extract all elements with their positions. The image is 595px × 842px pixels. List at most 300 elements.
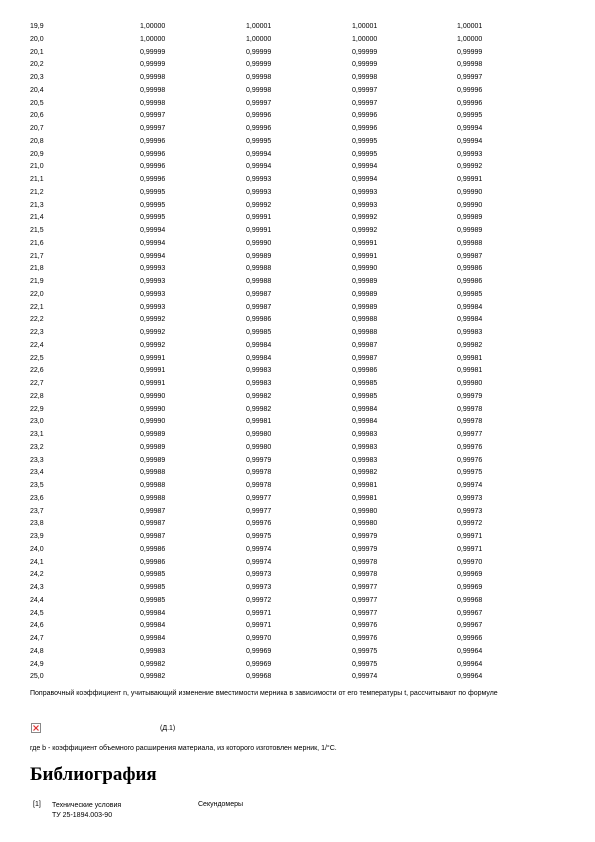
- coefficient-cell: 0,99981: [457, 367, 483, 375]
- table-row: [30, 646, 550, 659]
- temperature-cell: 22,8: [30, 392, 44, 400]
- coefficient-cell: 0,99975: [352, 660, 378, 668]
- temperature-cell: 24,4: [30, 596, 44, 604]
- coefficient-cell: 0,99974: [457, 482, 483, 489]
- coefficient-cell: 0,99976: [246, 520, 272, 528]
- coefficient-cell: 0,99988: [246, 278, 272, 285]
- coefficient-cell: 0,99978: [457, 405, 483, 413]
- coefficient-cell: 0,99978: [246, 482, 272, 489]
- coefficient-cell: 0,99983: [457, 329, 483, 336]
- coefficient-cell: 0,99969: [457, 584, 483, 591]
- coefficient-cell: 0,99991: [457, 176, 483, 183]
- coefficient-cell: 0,99992: [140, 341, 166, 349]
- table-row: [30, 569, 550, 582]
- coefficient-cell: 0,99998: [140, 74, 166, 81]
- table-row: [30, 21, 550, 34]
- coefficient-cell: 0,99992: [246, 201, 272, 209]
- temperature-cell: 22,4: [30, 341, 44, 349]
- coefficient-cell: 0,99990: [246, 239, 272, 247]
- coefficient-cell: 0,99998: [246, 86, 272, 94]
- temperature-cell: 21,9: [30, 278, 44, 285]
- table-row: [30, 85, 550, 98]
- coefficient-cell: 0,99986: [246, 316, 272, 324]
- coefficient-cell: 0,99993: [352, 188, 378, 196]
- coefficient-cell: 0,99989: [140, 431, 166, 438]
- coefficient-cell: 0,99987: [140, 520, 166, 528]
- coefficient-cell: 0,99999: [140, 61, 166, 69]
- table-row: [30, 659, 550, 672]
- coefficient-cell: 0,99973: [457, 494, 483, 502]
- coefficient-cell: 0,99978: [246, 469, 272, 477]
- coefficient-cell: 0,99985: [140, 584, 166, 591]
- coefficient-cell: 0,99976: [457, 443, 483, 451]
- coefficient-cell: 1,00000: [140, 35, 166, 43]
- temperature-cell: 25,0: [30, 673, 44, 681]
- temperature-cell: 21,3: [30, 201, 44, 209]
- coefficient-cell: 0,99992: [457, 163, 483, 171]
- coefficient-cell: 0,99978: [352, 571, 378, 579]
- table-row: [30, 404, 550, 417]
- coefficient-cell: 0,99974: [246, 545, 272, 553]
- temperature-cell: 23,3: [30, 456, 44, 464]
- table-row: [30, 353, 550, 366]
- coefficient-cell: 0,99989: [352, 290, 378, 298]
- temperature-cell: 20,0: [30, 35, 44, 43]
- coefficient-cell: 0,99975: [457, 469, 483, 477]
- temperature-cell: 23,5: [30, 482, 44, 489]
- coefficient-cell: 0,99996: [352, 125, 378, 132]
- table-row: [30, 200, 550, 213]
- coefficient-cell: 0,99992: [352, 214, 378, 222]
- coefficient-cell: 0,99989: [457, 227, 483, 234]
- table-row: [30, 467, 550, 480]
- correction-coefficient-paragraph: Поправочный коэффициент n, учитывающий изменение вместимости мерника в зависимости от его температуры t, рассчитывают по формуле: [30, 690, 498, 697]
- temperature-cell: 24,0: [30, 545, 44, 553]
- table-row: [30, 263, 550, 276]
- coefficient-cell: 0,99991: [246, 227, 272, 234]
- bibliography-entry-description: Секундомеры: [198, 801, 244, 808]
- temperature-cell: 20,6: [30, 112, 44, 120]
- coefficient-cell: 1,00001: [352, 23, 378, 30]
- table-row: [30, 72, 550, 85]
- coefficient-cell: 0,99999: [246, 61, 272, 69]
- coefficient-cell: 0,99969: [457, 571, 483, 579]
- coefficient-cell: 0,99988: [246, 265, 272, 273]
- coefficient-cell: 0,99997: [246, 99, 272, 107]
- coefficient-cell: 0,99964: [457, 647, 483, 655]
- coefficient-cell: 1,00000: [457, 35, 483, 43]
- coefficient-cell: 0,99995: [140, 188, 166, 196]
- coefficient-cell: 0,99980: [246, 443, 272, 451]
- temperature-cell: 23,1: [30, 431, 44, 438]
- temperature-cell: 21,7: [30, 252, 44, 260]
- bibliography-heading: Библиография: [30, 764, 157, 785]
- coefficient-cell: 0,99983: [246, 380, 272, 387]
- coefficient-cell: 0,99984: [140, 635, 166, 642]
- coefficient-cell: 0,99986: [140, 545, 166, 553]
- coefficient-cell: 0,99994: [246, 163, 272, 171]
- temperature-cell: 20,4: [30, 86, 44, 94]
- coefficient-cell: 0,99980: [352, 520, 378, 528]
- coefficient-cell: 0,99991: [352, 252, 378, 260]
- table-row: [30, 289, 550, 302]
- table-row: [30, 251, 550, 264]
- coefficient-cell: 1,00000: [352, 35, 378, 43]
- coefficient-cell: 0,99997: [457, 74, 483, 81]
- coefficient-cell: 0,99977: [352, 609, 378, 617]
- table-row: [30, 59, 550, 72]
- table-row: [30, 98, 550, 111]
- coefficient-cell: 0,99978: [457, 418, 483, 426]
- coefficient-cell: 0,99984: [246, 341, 272, 349]
- table-row: [30, 340, 550, 353]
- coefficient-cell: 0,99983: [352, 443, 378, 451]
- table-row: [30, 493, 550, 506]
- coefficient-cell: 0,99976: [457, 456, 483, 464]
- coefficient-cell: 0,99988: [352, 329, 378, 336]
- coefficient-cell: 0,99989: [352, 303, 378, 311]
- coefficient-cell: 0,99977: [352, 596, 378, 604]
- coefficient-cell: 0,99997: [352, 99, 378, 107]
- coefficient-cell: 0,99994: [457, 137, 483, 145]
- formula-explanation: где b - коэффициент объемного расширения материала, из которого изготовлен мерник, 1/°С.: [30, 745, 337, 752]
- table-row: [30, 123, 550, 136]
- coefficient-cell: 0,99995: [140, 201, 166, 209]
- table-row: [30, 455, 550, 468]
- coefficient-cell: 0,99992: [352, 227, 378, 234]
- coefficient-cell: 0,99974: [246, 558, 272, 566]
- coefficient-cell: 0,99989: [140, 443, 166, 451]
- coefficient-cell: 0,99968: [457, 596, 483, 604]
- coefficient-cell: 0,99988: [140, 494, 166, 502]
- coefficient-cell: 0,99993: [246, 188, 272, 196]
- coefficient-cell: 0,99982: [140, 673, 166, 681]
- table-row: [30, 314, 550, 327]
- table-row: [30, 608, 550, 621]
- coefficient-cell: 0,99986: [457, 265, 483, 273]
- coefficient-cell: 0,99975: [352, 647, 378, 655]
- table-row: [30, 136, 550, 149]
- temperature-cell: 23,7: [30, 507, 44, 515]
- coefficient-cell: 0,99990: [140, 392, 166, 400]
- temperature-cell: 21,6: [30, 239, 44, 247]
- coefficient-cell: 0,99981: [352, 482, 378, 489]
- coefficient-cell: 0,99990: [140, 405, 166, 413]
- coefficient-cell: 0,99996: [140, 176, 166, 183]
- table-row: [30, 582, 550, 595]
- table-row: [30, 302, 550, 315]
- coefficient-cell: 0,99973: [246, 571, 272, 579]
- coefficient-cell: 0,99988: [352, 316, 378, 324]
- coefficient-cell: 0,99982: [246, 405, 272, 413]
- coefficient-cell: 0,99985: [457, 290, 483, 298]
- coefficient-cell: 0,99982: [246, 392, 272, 400]
- temperature-cell: 23,8: [30, 520, 44, 528]
- coefficient-cell: 0,99993: [140, 278, 166, 285]
- temperature-cell: 24,7: [30, 635, 44, 642]
- temperature-cell: 21,1: [30, 176, 44, 183]
- table-row: [30, 276, 550, 289]
- temperature-cell: 20,9: [30, 150, 44, 158]
- coefficient-cell: 0,99990: [352, 265, 378, 273]
- coefficient-cell: 0,99988: [457, 239, 483, 247]
- temperature-cell: 22,7: [30, 380, 44, 387]
- coefficient-cell: 0,99991: [140, 367, 166, 375]
- coefficient-cell: 0,99995: [246, 137, 272, 145]
- coefficient-cell: 0,99992: [140, 316, 166, 324]
- bibliography-entry-title-line2: ТУ 25-1894.003-90: [52, 812, 113, 819]
- table-row: [30, 633, 550, 646]
- coefficient-cell: 0,99991: [246, 214, 272, 222]
- coefficient-cell: 0,99971: [457, 545, 483, 553]
- coefficient-cell: 0,99983: [352, 431, 378, 438]
- coefficient-cell: 0,99999: [352, 48, 378, 56]
- coefficient-cell: 0,99974: [352, 673, 378, 681]
- temperature-cell: 20,8: [30, 137, 44, 145]
- table-row: [30, 671, 550, 684]
- coefficient-cell: 0,99996: [457, 99, 483, 107]
- table-row: [30, 187, 550, 200]
- coefficient-cell: 0,99987: [140, 507, 166, 515]
- table-row: [30, 480, 550, 493]
- coefficient-cell: 0,99995: [352, 150, 378, 158]
- table-row: [30, 531, 550, 544]
- table-row: [30, 365, 550, 378]
- temperature-cell: 20,1: [30, 48, 44, 56]
- table-row: [30, 429, 550, 442]
- coefficient-cell: 0,99988: [140, 482, 166, 489]
- coefficient-cell: 0,99998: [457, 61, 483, 69]
- temperature-cell: 20,7: [30, 125, 44, 132]
- coefficient-cell: 0,99987: [246, 290, 272, 298]
- coefficient-cell: 0,99972: [457, 520, 483, 528]
- coefficient-cell: 0,99977: [246, 494, 272, 502]
- coefficient-cell: 0,99991: [140, 380, 166, 387]
- coefficient-cell: 0,99994: [140, 252, 166, 260]
- coefficient-cell: 0,99997: [140, 112, 166, 120]
- temperature-cell: 24,2: [30, 571, 44, 579]
- table-row: [30, 557, 550, 570]
- coefficient-cell: 0,99998: [352, 74, 378, 81]
- table-row: [30, 595, 550, 608]
- coefficient-cell: 0,99986: [457, 278, 483, 285]
- table-row: [30, 327, 550, 340]
- coefficient-cell: 0,99971: [246, 622, 272, 630]
- temperature-cell: 21,2: [30, 188, 44, 196]
- coefficient-cell: 1,00001: [457, 23, 483, 30]
- temperature-cell: 23,9: [30, 533, 44, 540]
- coefficient-cell: 0,99979: [457, 392, 483, 400]
- coefficient-cell: 0,99987: [352, 341, 378, 349]
- table-row: [30, 518, 550, 531]
- coefficient-cell: 0,99985: [140, 571, 166, 579]
- coefficient-cell: 0,99996: [140, 150, 166, 158]
- temperature-cell: 23,0: [30, 418, 44, 426]
- bibliography-entry-title: [52, 801, 121, 821]
- table-row: [30, 378, 550, 391]
- coefficient-cell: 0,99964: [457, 673, 483, 681]
- coefficient-cell: 0,99977: [246, 507, 272, 515]
- temperature-cell: 20,2: [30, 61, 44, 69]
- temperature-cell: 23,4: [30, 469, 44, 477]
- table-row: [30, 442, 550, 455]
- table-row: [30, 620, 550, 633]
- coefficient-cell: 0,99971: [246, 609, 272, 617]
- coefficient-cell: 0,99996: [352, 112, 378, 120]
- coefficient-cell: 0,99971: [457, 533, 483, 540]
- coefficient-cell: 0,99984: [457, 316, 483, 324]
- coefficient-cell: 0,99987: [246, 303, 272, 311]
- coefficient-table: [30, 21, 550, 684]
- coefficient-cell: 0,99969: [246, 647, 272, 655]
- coefficient-cell: 0,99996: [140, 137, 166, 145]
- coefficient-cell: 0,99998: [246, 74, 272, 81]
- coefficient-cell: 0,99967: [457, 609, 483, 617]
- coefficient-cell: 0,99976: [352, 622, 378, 630]
- coefficient-cell: 0,99988: [140, 469, 166, 477]
- coefficient-cell: 0,99977: [352, 584, 378, 591]
- coefficient-cell: 0,99976: [352, 635, 378, 642]
- coefficient-cell: 0,99989: [246, 252, 272, 260]
- table-row: [30, 212, 550, 225]
- temperature-cell: 23,2: [30, 443, 44, 451]
- coefficient-cell: 0,99970: [246, 635, 272, 642]
- temperature-cell: 23,6: [30, 494, 44, 502]
- table-row: [30, 110, 550, 123]
- coefficient-cell: 0,99980: [352, 507, 378, 515]
- temperature-cell: 24,3: [30, 584, 44, 591]
- coefficient-cell: 0,99983: [246, 367, 272, 375]
- temperature-cell: 21,0: [30, 163, 44, 171]
- temperature-cell: 24,9: [30, 660, 44, 668]
- coefficient-cell: 0,99980: [457, 380, 483, 387]
- coefficient-cell: 0,99985: [140, 596, 166, 604]
- coefficient-cell: 0,99993: [352, 201, 378, 209]
- coefficient-cell: 0,99985: [352, 380, 378, 387]
- coefficient-cell: 0,99987: [457, 252, 483, 260]
- coefficient-cell: 0,99990: [140, 418, 166, 426]
- temperature-cell: 22,6: [30, 367, 44, 375]
- coefficient-cell: 0,99966: [457, 635, 483, 642]
- coefficient-cell: 0,99999: [246, 48, 272, 56]
- coefficient-cell: 0,99993: [457, 150, 483, 158]
- coefficient-cell: 0,99980: [246, 431, 272, 438]
- temperature-cell: 21,5: [30, 227, 44, 234]
- coefficient-cell: 0,99979: [246, 456, 272, 464]
- coefficient-cell: 0,99996: [246, 125, 272, 132]
- temperature-cell: 22,9: [30, 405, 44, 413]
- coefficient-cell: 0,99999: [140, 48, 166, 56]
- temperature-cell: 22,3: [30, 329, 44, 336]
- coefficient-cell: 0,99987: [352, 354, 378, 362]
- table-row: [30, 416, 550, 429]
- temperature-cell: 24,8: [30, 647, 44, 655]
- coefficient-cell: 0,99969: [246, 660, 272, 668]
- coefficient-cell: 0,99995: [352, 137, 378, 145]
- table-row: [30, 161, 550, 174]
- coefficient-cell: 0,99984: [352, 418, 378, 426]
- table-row: [30, 34, 550, 47]
- coefficient-cell: 0,99985: [246, 329, 272, 336]
- bibliography-entry-title-line1: Технические условия: [52, 802, 122, 809]
- coefficient-cell: 0,99999: [457, 48, 483, 56]
- coefficient-cell: 0,99991: [140, 354, 166, 362]
- coefficient-cell: 0,99994: [140, 239, 166, 247]
- coefficient-cell: 1,00000: [140, 23, 166, 30]
- coefficient-cell: 0,99973: [246, 584, 272, 591]
- temperature-cell: 22,5: [30, 354, 44, 362]
- coefficient-cell: 0,99978: [352, 558, 378, 566]
- temperature-cell: 24,6: [30, 622, 44, 630]
- coefficient-cell: 0,99986: [352, 367, 378, 375]
- coefficient-cell: 0,99990: [457, 188, 483, 196]
- coefficient-cell: 0,99993: [246, 176, 272, 183]
- coefficient-cell: 0,99997: [352, 86, 378, 94]
- coefficient-cell: 0,99982: [352, 469, 378, 477]
- coefficient-cell: 1,00001: [246, 23, 272, 30]
- coefficient-cell: 0,99979: [352, 533, 378, 540]
- coefficient-cell: 0,99994: [457, 125, 483, 132]
- coefficient-cell: 0,99987: [140, 533, 166, 540]
- temperature-cell: 22,0: [30, 290, 44, 298]
- coefficient-cell: 0,99997: [140, 125, 166, 132]
- coefficient-cell: 0,99984: [457, 303, 483, 311]
- coefficient-cell: 0,99993: [140, 290, 166, 298]
- temperature-cell: 22,2: [30, 316, 44, 324]
- table-row: [30, 225, 550, 238]
- coefficient-cell: 0,99993: [140, 303, 166, 311]
- coefficient-cell: 0,99984: [246, 354, 272, 362]
- table-row: [30, 174, 550, 187]
- coefficient-cell: 0,99975: [246, 533, 272, 540]
- table-row: [30, 149, 550, 162]
- coefficient-cell: 0,99983: [140, 647, 166, 655]
- coefficient-cell: 0,99993: [140, 265, 166, 273]
- coefficient-cell: 0,99995: [140, 214, 166, 222]
- temperature-cell: 24,5: [30, 609, 44, 617]
- coefficient-cell: 0,99979: [352, 545, 378, 553]
- coefficient-cell: 0,99970: [457, 558, 483, 566]
- coefficient-cell: 0,99985: [352, 392, 378, 400]
- coefficient-cell: 0,99973: [457, 507, 483, 515]
- temperature-cell: 20,3: [30, 74, 44, 81]
- coefficient-cell: 0,99981: [246, 418, 272, 426]
- coefficient-cell: 0,99984: [352, 405, 378, 413]
- coefficient-cell: 1,00000: [246, 35, 272, 43]
- coefficient-cell: 0,99994: [352, 163, 378, 171]
- table-row: [30, 238, 550, 251]
- coefficient-cell: 0,99983: [352, 456, 378, 464]
- coefficient-cell: 0,99984: [140, 609, 166, 617]
- coefficient-cell: 0,99964: [457, 660, 483, 668]
- bibliography-entry-number: [1]: [33, 801, 41, 808]
- temperature-cell: 21,8: [30, 265, 44, 273]
- coefficient-cell: 0,99989: [457, 214, 483, 222]
- coefficient-cell: 0,99972: [246, 596, 272, 604]
- coefficient-cell: 0,99981: [457, 354, 483, 362]
- coefficient-cell: 0,99998: [140, 99, 166, 107]
- coefficient-cell: 0,99986: [140, 558, 166, 566]
- table-row: [30, 47, 550, 60]
- coefficient-cell: 0,99998: [140, 86, 166, 94]
- table-row: [30, 391, 550, 404]
- table-row: [30, 506, 550, 519]
- coefficient-cell: 0,99991: [352, 239, 378, 247]
- coefficient-cell: 0,99994: [352, 176, 378, 183]
- coefficient-cell: 0,99982: [140, 660, 166, 668]
- coefficient-cell: 0,99992: [140, 329, 166, 336]
- temperature-cell: 21,4: [30, 214, 44, 222]
